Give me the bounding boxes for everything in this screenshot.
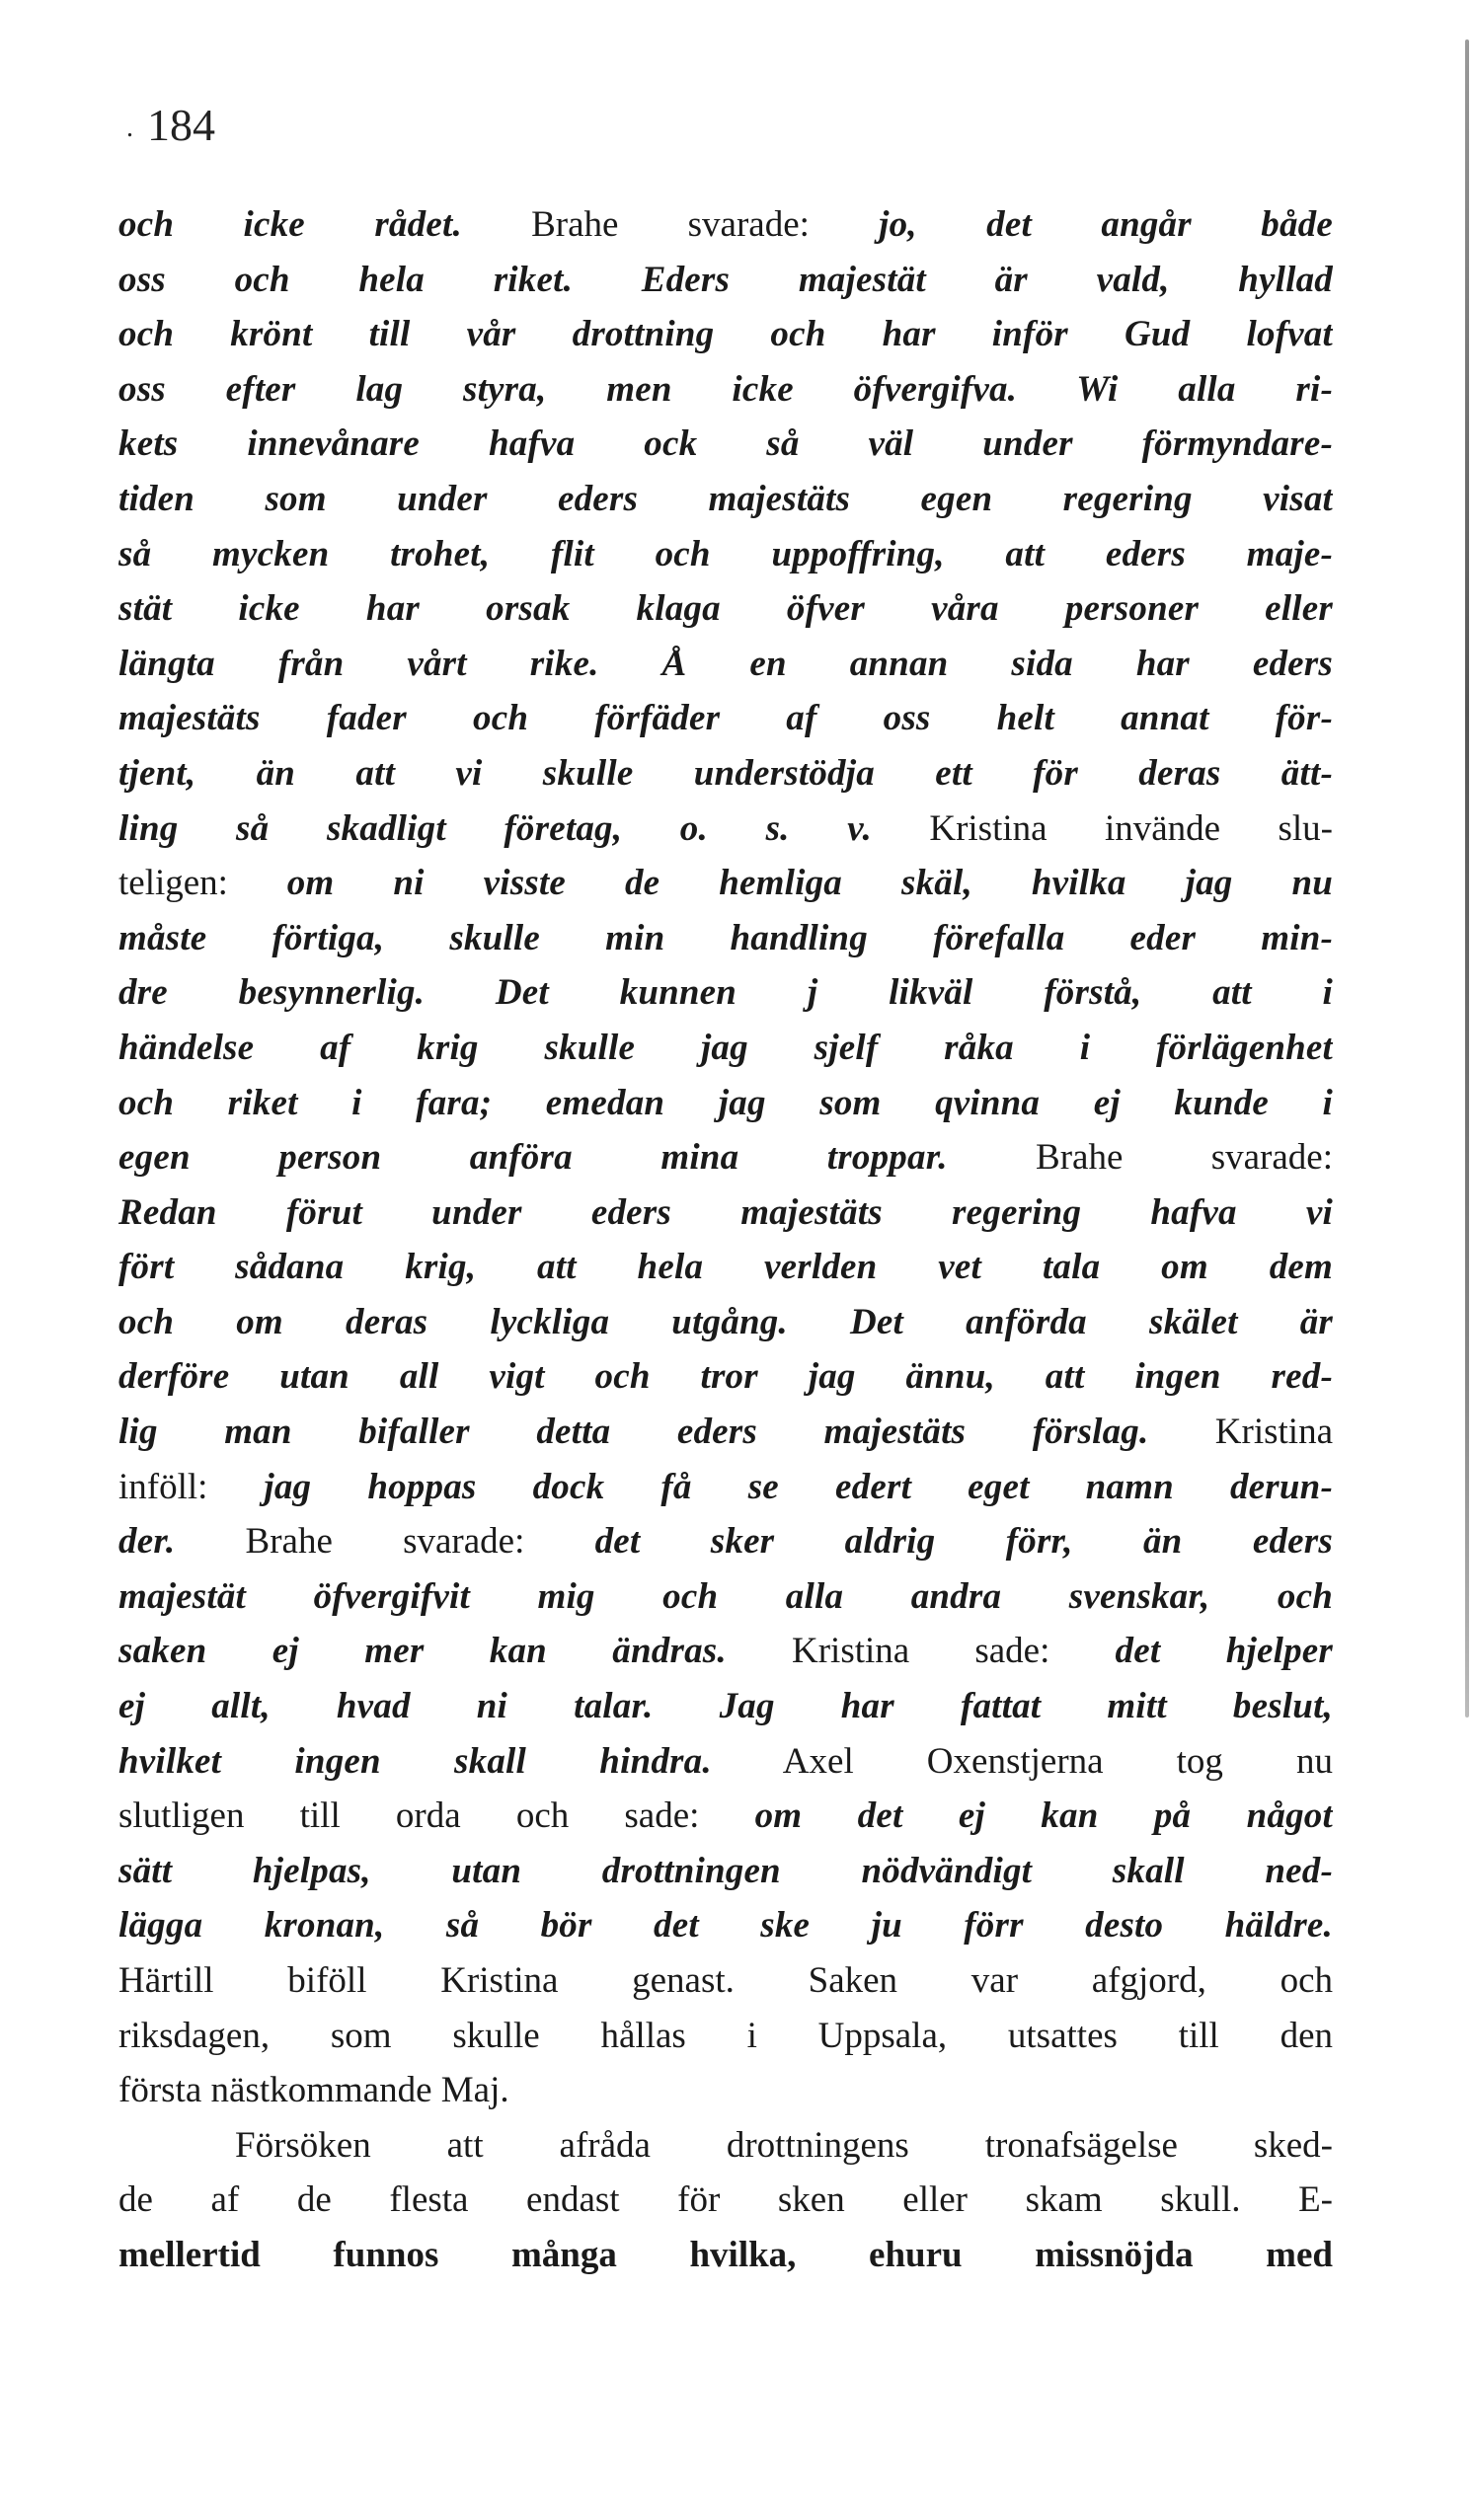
text-line xyxy=(118,472,1333,527)
italic-text-segment: kets innevånare hafva ock så väl under förmyndare- xyxy=(118,423,1333,465)
text-segment: Härtill biföll Kristina genast. Saken var afgjord, och xyxy=(118,1960,1333,2001)
italic-text-segment: längta från vårt rike. Å en annan sida har eders xyxy=(118,643,1333,684)
text-line xyxy=(118,1569,1333,1625)
text-line xyxy=(118,1021,1333,1076)
italic-text-segment: majestät öfvergifvit mig och alla andra svenskar, och xyxy=(118,1575,1333,1617)
text-segment: inföll: xyxy=(118,1466,265,1507)
italic-text-segment: oss efter lag styra, men icke öfvergifva. Wi alla ri- xyxy=(118,368,1333,410)
italic-text-segment: dre besynnerlig. Det kunnen j likväl förstå, att i xyxy=(118,972,1333,1014)
text-segment: Kristina invände slu- xyxy=(871,807,1333,849)
italic-text-segment: der. xyxy=(118,1521,176,1563)
text-line xyxy=(118,2118,1333,2174)
text-line xyxy=(118,1624,1333,1679)
body-text xyxy=(118,197,1333,2283)
italic-text-segment: och krönt till vår drottning och har inför Gud lofvat xyxy=(118,314,1333,355)
text-line xyxy=(118,1076,1333,1131)
text-line xyxy=(118,1295,1333,1350)
text-line xyxy=(118,1679,1333,1734)
text-line xyxy=(118,1844,1333,1899)
italic-text-segment: lig man bifaller detta eders majestäts förslag. xyxy=(118,1412,1149,1453)
text-segment: riksdagen, som skulle hållas i Uppsala, utsattes till den xyxy=(118,2015,1333,2056)
text-line xyxy=(118,691,1333,746)
italic-text-segment: och icke rådet. xyxy=(118,204,462,245)
text-line xyxy=(118,1405,1333,1460)
text-line xyxy=(118,2009,1333,2064)
text-segment: Försöken att afråda drottningens tronafsägelse sked- xyxy=(235,2124,1333,2166)
text-segment: Kristina sade: xyxy=(726,1631,1116,1672)
text-line xyxy=(118,2173,1333,2228)
italic-text-segment: hvilket ingen skall hindra. xyxy=(118,1740,712,1782)
text-line xyxy=(118,362,1333,418)
text-line xyxy=(118,1460,1333,1515)
text-line xyxy=(118,802,1333,857)
italic-text-segment: majestäts fader och förfäder af oss helt annat för- xyxy=(118,698,1333,739)
italic-text-segment: oss och hela riket. Eders majestät är vald, hyllad xyxy=(118,259,1333,300)
text-segment: de af de flesta endast för sken eller skam skull. E- xyxy=(118,2179,1333,2221)
page-number-value: 184 xyxy=(147,100,215,150)
text-line xyxy=(118,637,1333,692)
text-segment: första nästkommande Maj. xyxy=(118,2070,509,2111)
text-line xyxy=(118,746,1333,802)
page-number-dot: . xyxy=(126,113,133,143)
text-line xyxy=(118,581,1333,637)
text-line xyxy=(118,911,1333,966)
text-line xyxy=(118,1898,1333,1953)
text-line xyxy=(118,197,1333,253)
text-line xyxy=(118,1130,1333,1185)
italic-text-segment: saken ej mer kan ändras. xyxy=(118,1631,727,1672)
text-line xyxy=(118,1185,1333,1241)
page-number xyxy=(126,99,215,151)
text-line xyxy=(118,1514,1333,1569)
italic-text-segment: så mycken trohet, flit och uppoffring, att eders maje- xyxy=(118,533,1333,574)
text-segment: Axel Oxenstjerna tog nu xyxy=(711,1740,1333,1782)
italic-text-segment: egen person anföra mina troppar. xyxy=(118,1137,948,1179)
italic-text-segment: jo, det angår både xyxy=(879,204,1333,245)
page-edge-shadow xyxy=(1465,39,1469,1718)
text-line xyxy=(118,307,1333,362)
text-segment: Brahe svarade: xyxy=(461,204,880,245)
italic-text-segment: ling så skadligt företag, o. s. v. xyxy=(118,807,872,849)
italic-text-segment: och om deras lyckliga utgång. Det anförda skälet är xyxy=(118,1301,1333,1342)
text-segment: mellertid funnos många hvilka, ehuru missnöjda med xyxy=(118,2234,1333,2275)
italic-text-segment: jag hoppas dock få se edert eget namn derun- xyxy=(264,1466,1333,1507)
italic-text-segment: Redan förut under eders majestäts regering hafva vi xyxy=(118,1191,1333,1233)
italic-text-segment: derföre utan all vigt och tror jag ännu, att ingen red- xyxy=(118,1356,1333,1398)
text-line xyxy=(118,856,1333,911)
italic-text-segment: ej allt, hvad ni talar. Jag har fattat mitt beslut, xyxy=(118,1686,1333,1727)
text-segment: Kristina xyxy=(1148,1412,1333,1453)
text-line xyxy=(118,1953,1333,2009)
text-segment: teligen: xyxy=(118,863,287,904)
italic-text-segment: sätt hjelpas, utan drottningen nödvändigt skall ned- xyxy=(118,1850,1333,1891)
text-line xyxy=(118,253,1333,308)
text-line xyxy=(118,2063,1333,2118)
text-line xyxy=(118,1240,1333,1295)
italic-text-segment: det sker aldrig förr, än eders xyxy=(594,1521,1333,1563)
text-line xyxy=(118,1349,1333,1405)
text-line xyxy=(118,1734,1333,1790)
italic-text-segment: lägga kronan, så bör det ske ju förr desto häldre. xyxy=(118,1905,1333,1947)
text-line xyxy=(118,527,1333,582)
italic-text-segment: händelse af krig skulle jag sjelf råka i förlägenhet xyxy=(118,1027,1333,1068)
italic-text-segment: det hjelper xyxy=(1115,1631,1333,1672)
text-segment: Brahe svarade: xyxy=(175,1521,595,1563)
italic-text-segment: tjent, än att vi skulle understödja ett för deras ätt- xyxy=(118,752,1333,794)
text-line xyxy=(118,965,1333,1021)
italic-text-segment: och riket i fara; emedan jag som qvinna ej kunde i xyxy=(118,1082,1333,1123)
italic-text-segment: om det ej kan på något xyxy=(754,1795,1333,1837)
text-line xyxy=(118,2228,1333,2283)
text-line xyxy=(118,417,1333,472)
italic-text-segment: fört sådana krig, att hela verlden vet tala om dem xyxy=(118,1247,1333,1288)
italic-text-segment: tiden som under eders majestäts egen regering visat xyxy=(118,478,1333,519)
italic-text-segment: måste förtiga, skulle min handling förefalla eder min- xyxy=(118,917,1333,958)
italic-text-segment: om ni visste de hemliga skäl, hvilka jag nu xyxy=(286,863,1333,904)
text-segment: slutligen till orda och sade: xyxy=(118,1795,755,1837)
text-segment: Brahe svarade: xyxy=(947,1137,1333,1179)
text-line xyxy=(118,1789,1333,1844)
italic-text-segment: stät icke har orsak klaga öfver våra personer eller xyxy=(118,588,1333,630)
